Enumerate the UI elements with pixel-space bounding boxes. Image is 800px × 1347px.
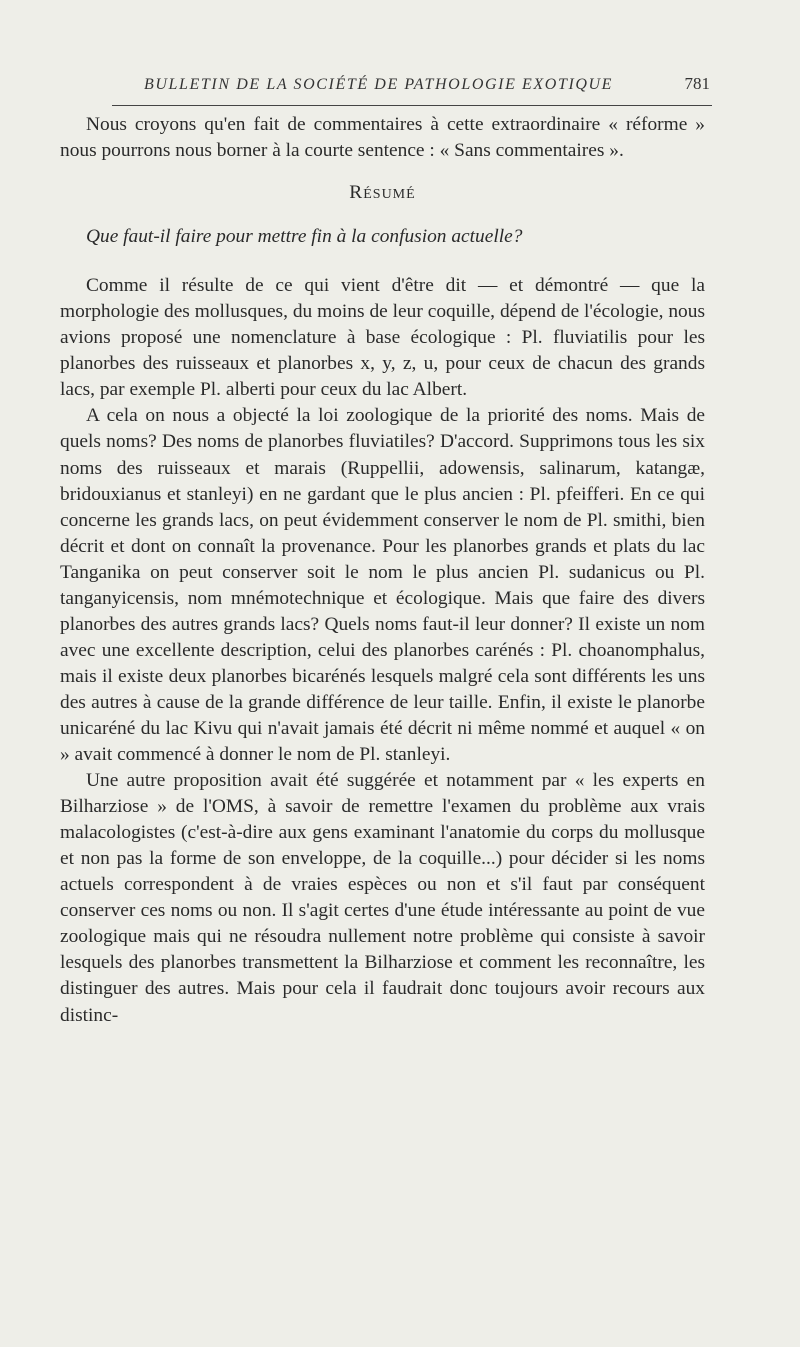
paragraph-3: A cela on nous a objecté la loi zoologique de la priorité des noms. Mais de quels noms? Des noms de planorbes fluviatiles? D'accord. Supprimons tous les six noms des ruisseaux et marais (Ruppellii, adowensis, salinarum, katangæ, bridouxianus et stanleyi) en ne gardant que le plus ancien : Pl. pfeifferi. En ce qui concerne les grands lacs, on peut évidemment conserver le nom de Pl. smithi, bien décrit et dont on connaît la provenance. Pour les planorbes grands et plats du lac Tanganika on peut conserver soit le nom le plus ancien Pl. sudanicus ou Pl. tanganyicensis, nom mnémotechnique et écologique. Mais que faire des divers planorbes des autres grands lacs? Quels noms faut-il leur donner? Il existe un nom avec une excellente description, celui des planorbes carénés : Pl. choanomphalus, mais il existe deux planorbes bicarénés lesquels malgré cela sont différents les uns des autres à cause de la grande différence de leur taille. Enfin, il existe le planorbe unicaréné du lac Kivu qui n'avait jamais été décrit ni même nommé et auquel « on » avait commencé à donner le nom de Pl. stanleyi. [60, 405, 705, 766]
page-number: 781 [684, 74, 710, 93]
paragraph-4: Une autre proposition avait été suggérée et notamment par « les experts en Bilharziose » de l'OMS, à savoir de remettre l'examen du problème aux vrais malacologistes (c'est-à-dire aux gens examinant l'anatomie du corps du mollusque et non pas la forme de son enveloppe, de la coquille...) pour décider si les noms actuels correspondent à de vraies espèces ou non et s'il faut par conséquent conserver ces noms ou non. Il s'agit certes d'une étude intéressante au point de vue zoologique mais qui ne résoudra nullement notre problème qui consiste à savoir lesquels des planorbes transmettent la Bilharziose et comment les reconnaître, les distinguer des autres. Mais pour cela il faudrait donc toujours avoir recours aux distinc- [60, 770, 705, 1026]
page-header [60, 72, 710, 106]
running-title: BULLETIN DE LA SOCIÉTÉ DE PATHOLOGIE EXOTIQUE [144, 76, 614, 93]
paragraph-2: Comme il résulte de ce qui vient d'être dit — et démontré — que la morphologie des mollusques, du moins de leur coquille, dépend de l'écologie, nous avions proposé une nomenclature à base écologique : Pl. fluviatilis pour les planorbes des ruisseaux et planorbes x, y, z, u, pour ceux de chacun des grands lacs, par exemple Pl. alberti pour ceux du lac Albert. [60, 275, 705, 401]
section-question: Que faut-il faire pour mettre fin à la confusion actuelle? [86, 226, 523, 248]
body-text [60, 112, 705, 1029]
header-rule [112, 105, 712, 106]
section-heading: Résumé [349, 182, 416, 204]
paragraph-1: Nous croyons qu'en fait de commentaires à cette extraordinaire « réforme » nous pourrons nous borner à la courte sentence : « Sans commentaires ». [60, 114, 705, 162]
